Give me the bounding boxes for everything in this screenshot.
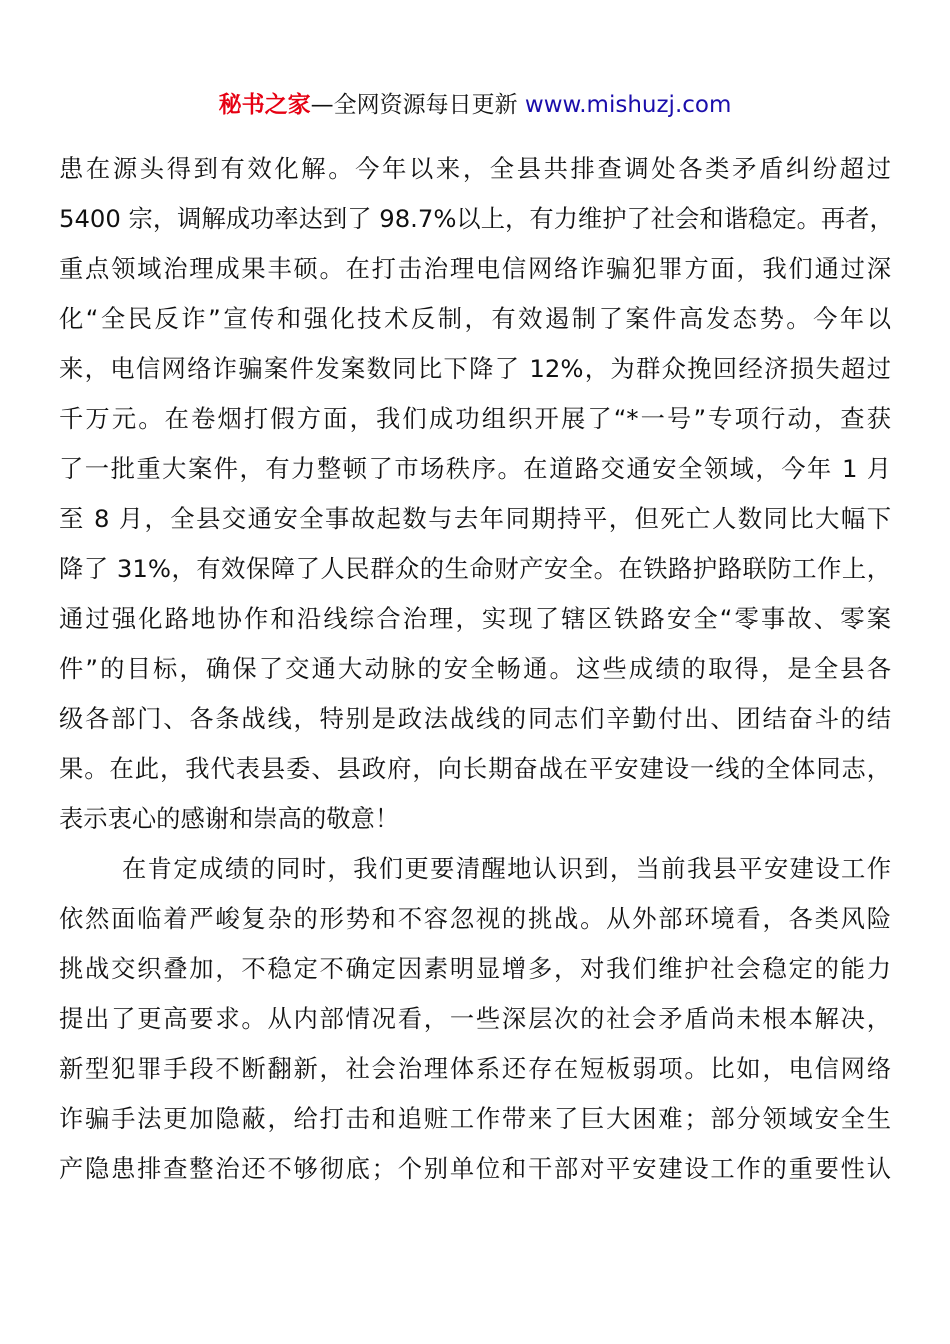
text-line: 提出了更高要求。从内部情况看，一些深层次的社会矛盾尚未根本解决，: [59, 1004, 891, 1033]
document-body: [59, 144, 894, 1194]
text-line: 件”的目标，确保了交通大动脉的安全畅通。这些成绩的取得，是全县各: [59, 654, 891, 683]
text-line: 来，电信网络诈骗案件发案数同比下降了 12%，为群众挽回经济损失超过: [59, 354, 891, 383]
text-line: 了一批重大案件，有力整顿了市场秩序。在道路交通安全领域，今年 1 月: [59, 454, 891, 483]
text-line: 千万元。在卷烟打假方面，我们成功组织开展了“*一号”专项行动，查获: [59, 404, 891, 433]
text-line: 在肯定成绩的同时，我们更要清醒地认识到，当前我县平安建设工作: [122, 854, 891, 883]
paragraph-1: [59, 144, 894, 844]
text-line: 重点领域治理成果丰硕。在打击治理电信网络诈骗犯罪方面，我们通过深: [59, 254, 891, 283]
text-line: 表示衷心的感谢和崇高的敬意！: [59, 804, 400, 833]
text-line: 降了 31%，有效保障了人民群众的生命财产安全。在铁路护路联防工作上，: [59, 554, 891, 583]
text-line: 至 8 月，全县交通安全事故起数与去年同期持平，但死亡人数同比大幅下: [59, 504, 891, 533]
text-line: 诈骗手法更加隐蔽，给打击和追赃工作带来了巨大困难；部分领域安全生: [59, 1104, 891, 1133]
text-line: 新型犯罪手段不断翻新，社会治理体系还存在短板弱项。比如，电信网络: [59, 1054, 891, 1083]
paragraph-2: [59, 844, 891, 1194]
text-line: 化“全民反诈”宣传和强化技术反制，有效遏制了案件高发态势。今年以: [59, 304, 891, 333]
text-line: 挑战交织叠加，不稳定不确定因素明显增多，对我们维护社会稳定的能力: [59, 954, 891, 983]
text-line: 级各部门、各条战线，特别是政法战线的同志们辛勤付出、团结奋斗的结: [59, 704, 891, 733]
site-brand: 秘书之家: [218, 92, 311, 118]
page-header: [0, 88, 950, 122]
text-line: 患在源头得到有效化解。今年以来，全县共排查调处各类矛盾纠纷超过: [59, 154, 891, 183]
text-line: 产隐患排查整治还不够彻底；个别单位和干部对平安建设工作的重要性认: [59, 1154, 891, 1183]
text-line: 依然面临着严峻复杂的形势和不容忽视的挑战。从外部环境看，各类风险: [59, 904, 891, 933]
text-line: 通过强化路地协作和沿线综合治理，实现了辖区铁路安全“零事故、零案: [59, 604, 891, 633]
site-slogan: —全网资源每日更新: [310, 92, 518, 118]
site-url-link[interactable]: www.mishuzj.com: [524, 92, 732, 118]
text-line: 5400 宗，调解成功率达到了 98.7%以上，有力维护了社会和谐稳定。再者，: [59, 204, 894, 233]
text-line: 果。在此，我代表县委、县政府，向长期奋战在平安建设一线的全体同志，: [59, 754, 891, 783]
